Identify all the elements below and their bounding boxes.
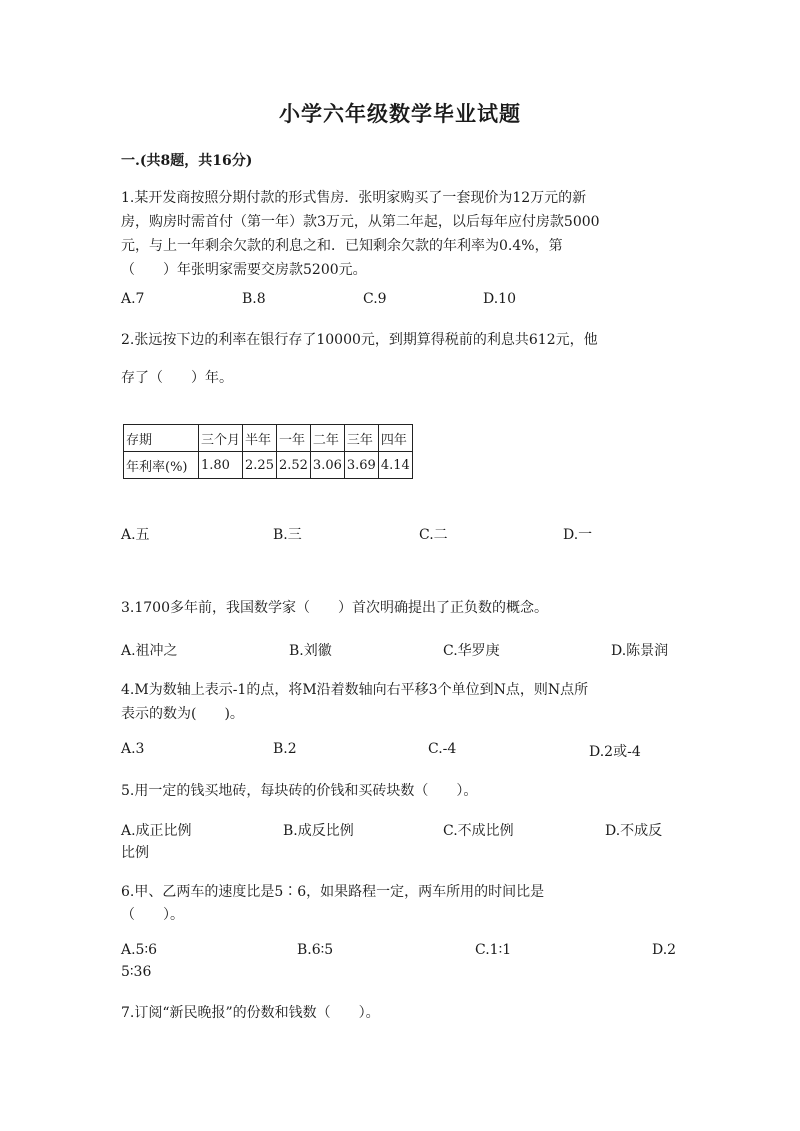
section-heading: 一.(共8题，共16分) — [121, 153, 253, 169]
table-cell: 存期 — [124, 425, 199, 452]
table-cell: 3.06 — [310, 452, 344, 479]
question-4-option-d: D.2或-4 — [589, 744, 641, 760]
table-cell: 1.80 — [199, 452, 243, 479]
table-cell: 四年 — [378, 425, 412, 452]
question-2-line-1: 2.张远按下边的利率在银行存了10000元，到期算得税前的利息共612元，他 — [121, 332, 598, 348]
question-3-option-a: A.祖冲之 — [121, 643, 178, 659]
question-1-line-4: （ ）年张明家需要交房款5200元。 — [121, 262, 367, 278]
question-3-option-b: B.刘徽 — [289, 643, 332, 659]
question-2-option-b: B.三 — [273, 527, 302, 543]
question-6-line-2: （ ）。 — [121, 907, 184, 923]
question-2-option-c: C.二 — [419, 527, 448, 543]
question-7-line-1: 7.订阅“新民晚报”的份数和钱数（ ）。 — [121, 1005, 380, 1021]
table-row-header — [124, 425, 413, 452]
question-3-line-1: 3.1700多年前，我国数学家（ ）首次明确提出了正负数的概念。 — [121, 600, 548, 616]
question-4-option-c: C.-4 — [428, 741, 457, 757]
table-row — [124, 452, 413, 479]
question-4-option-a: A.3 — [121, 741, 145, 757]
table-cell: 年利率(%) — [124, 452, 199, 479]
question-3-option-d: D.陈景润 — [611, 643, 669, 659]
table-cell: 三年 — [344, 425, 378, 452]
question-4-option-b: B.2 — [273, 741, 297, 757]
question-6-option-d: D.2 — [652, 942, 677, 958]
question-5-option-c: C.不成比例 — [443, 823, 514, 839]
table-cell: 一年 — [276, 425, 310, 452]
question-5-option-a: A.成正比例 — [121, 823, 192, 839]
question-4-line-2: 表示的数为( )。 — [121, 706, 244, 722]
question-5-option-d-wrap: 比例 — [121, 845, 149, 861]
question-1-line-1: 1.某开发商按照分期付款的形式售房．张明家购买了一套现价为12万元的新 — [121, 190, 587, 206]
question-5-option-d: D.不成反 — [605, 823, 663, 839]
question-1-option-a: A.7 — [121, 291, 145, 307]
question-2-option-d: D.一 — [563, 527, 593, 543]
question-6-option-d-wrap: 5∶36 — [121, 964, 152, 980]
question-1-line-2: 房，购房时需首付（第一年）款3万元，从第二年起，以后每年应付房款5000 — [121, 214, 600, 230]
table-cell: 3.69 — [344, 452, 378, 479]
table-cell: 二年 — [310, 425, 344, 452]
table-cell: 半年 — [243, 425, 277, 452]
question-1-option-b: B.8 — [242, 291, 266, 307]
question-6-option-b: B.6∶5 — [297, 942, 334, 958]
question-4-line-1: 4.M为数轴上表示-1的点，将M沿着数轴向右平移3个单位到N点，则N点所 — [121, 682, 589, 698]
table-cell: 4.14 — [378, 452, 412, 479]
question-6-option-c: C.1∶1 — [475, 942, 512, 958]
question-2-option-a: A.五 — [121, 527, 150, 543]
question-1-line-3: 元，与上一年剩余欠款的利息之和．已知剩余欠款的年利率为0.4%，第 — [121, 238, 563, 254]
table-cell: 2.25 — [243, 452, 277, 479]
question-1-option-c: C.9 — [363, 291, 387, 307]
interest-rate-table — [123, 424, 413, 479]
question-6-line-1: 6.甲、乙两车的速度比是5∶6，如果路程一定，两车所用的时间比是 — [121, 884, 545, 900]
question-3-option-c: C.华罗庚 — [443, 643, 500, 659]
question-6-option-a: A.5∶6 — [121, 942, 158, 958]
table-cell: 2.52 — [276, 452, 310, 479]
page-title: 小学六年级数学毕业试题 — [279, 101, 521, 126]
question-1-option-d: D.10 — [483, 291, 516, 307]
table-cell: 三个月 — [199, 425, 243, 452]
question-5-line-1: 5.用一定的钱买地砖，每块砖的价钱和买砖块数（ ）。 — [121, 783, 478, 799]
question-5-option-b: B.成反比例 — [283, 823, 354, 839]
question-2-line-2: 存了（ ）年。 — [121, 370, 233, 386]
